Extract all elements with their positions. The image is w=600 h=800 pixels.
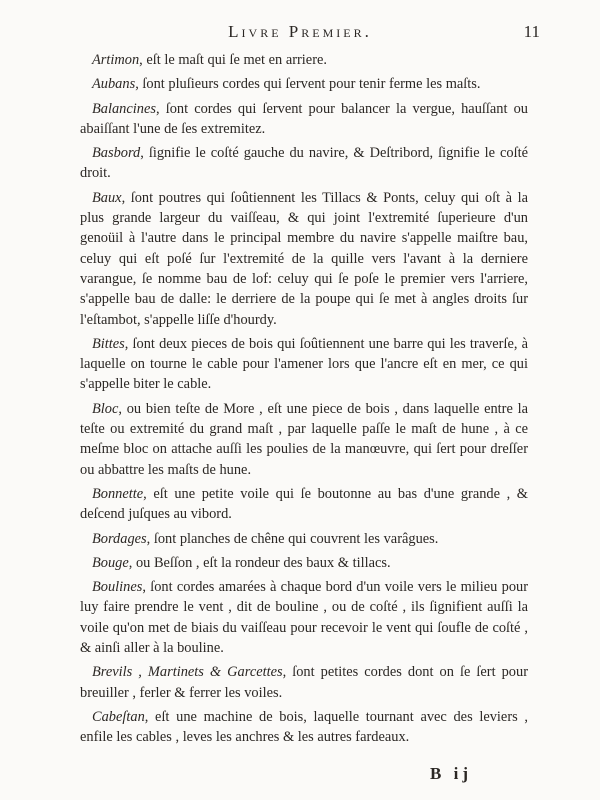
entry-term: Bordages: [92, 530, 147, 547]
glossary-entry: [80, 143, 528, 184]
entry-text: , ou bien teſte de More , eſt une piece de bois , dans laquelle entre la teſte ou extremité du grand maſt , par laquelle paſſe le maſt de hune , à ce meſme bloc on attache auſſi les poulies de la manœuvre, qui ſert pour dreſſer ou abbattre les maſts de hune.: [80, 400, 528, 478]
entry-term: Balancines: [92, 100, 156, 117]
running-title: Livre Premier.: [228, 22, 372, 41]
entry-term: Cabeſtan: [92, 708, 145, 725]
entry-text: , ſont cordes amarées à chaque bord d'un voile vers le milieu pour luy faire prendre le vent , dit de bouline , ou de coſté , ils ſignifient auſſi la voile qu'on met de biais du vaiſſeau pour recevoir le vent qui ſoufle de coſté , & ainſi aller à la bouline.: [80, 579, 528, 657]
glossary-entry: [80, 99, 528, 140]
entry-text: , ſont planches de chêne qui couvrent les varâgues.: [146, 530, 439, 547]
page-header: [80, 22, 540, 46]
glossary-entry: [80, 707, 528, 748]
entry-term: Aubans: [92, 76, 136, 93]
glossary-entry: [80, 334, 528, 395]
entry-text: , ou Beſſon , eſt la rondeur des baux & tillacs.: [128, 554, 391, 571]
entry-term: Boulines: [92, 579, 143, 596]
entry-term: Bittes: [92, 335, 125, 352]
entry-text: , ſont pluſieurs cordes qui ſervent pour tenir ferme les maſts.: [135, 76, 481, 93]
entry-text: , ſont cordes qui ſervent pour balancer la vergue, hauſſant ou abaiſſant l'une de ſes extremitez.: [80, 100, 528, 137]
entry-text: , ſont petites cordes dont on ſe ſert pour breuiller , ferler & ferrer les voiles.: [80, 664, 528, 701]
entry-term: Bouge: [92, 554, 129, 571]
glossary-entries: [80, 50, 528, 752]
entry-term: Baux: [92, 189, 122, 206]
entry-term: Brevils , Martinets & Garcettes: [92, 664, 283, 681]
page-number: 11: [523, 22, 540, 41]
glossary-entry: [80, 529, 528, 549]
entry-text: , eſt une petite voile qui ſe boutonne au bas d'une grande , & deſcend juſques au vibord.: [80, 485, 528, 523]
glossary-entry: [80, 50, 528, 70]
entry-term: Bloc: [92, 400, 119, 417]
glossary-entry: [80, 399, 528, 480]
page-footer: [80, 764, 528, 788]
signature-mark: B ij: [430, 764, 472, 783]
entry-text: , eſt le maſt qui ſe met en arriere.: [139, 52, 327, 68]
entry-term: Artimon: [92, 52, 140, 68]
glossary-entry: [80, 662, 528, 703]
entry-term: Bonnette: [92, 485, 144, 502]
glossary-entry: [80, 188, 528, 330]
glossary-entry: [80, 577, 528, 658]
entry-text: , ſignifie le coſté gauche du navire, & Deſtribord, ſignifie le coſté droit.: [80, 145, 528, 182]
entry-term: Basbord: [92, 145, 141, 162]
entry-text: , ſont deux pieces de bois qui ſoûtiennent une barre qui les traverſe, à laquelle on tourne le cable pour l'amener lors que l'ancre eſt en mer, ce qui s'appelle biter le cable.: [80, 335, 528, 393]
glossary-entry: [80, 74, 528, 94]
entry-text: , eſt une machine de bois, laquelle tournant avec des leviers , enfile les cables , leves les anchres & les autres fardeaux.: [80, 708, 528, 746]
glossary-entry: [80, 553, 528, 573]
entry-text: , ſont poutres qui ſoûtiennent les Tillacs & Ponts, celuy qui oſt à la plus grande largeur du vaiſſeau, & qui joint l'extremité ſuperieure d'un genoüil à l'autre dans le principal membre du navire s'appelle maiſtre bau, celuy qui eſt poſé ſur l'extremité de la quille vers l'avant à la derniere varangue, ſe nomme bau de lof: celuy qui ſe poſe le premier vers l'arriere, s'appelle bau de dalle: le derriere de la poupe qui ſe met à angles droits ſur l'eſtambot, s'appelle liſſe d'hourdy.: [80, 189, 528, 328]
glossary-entry: [80, 484, 528, 525]
